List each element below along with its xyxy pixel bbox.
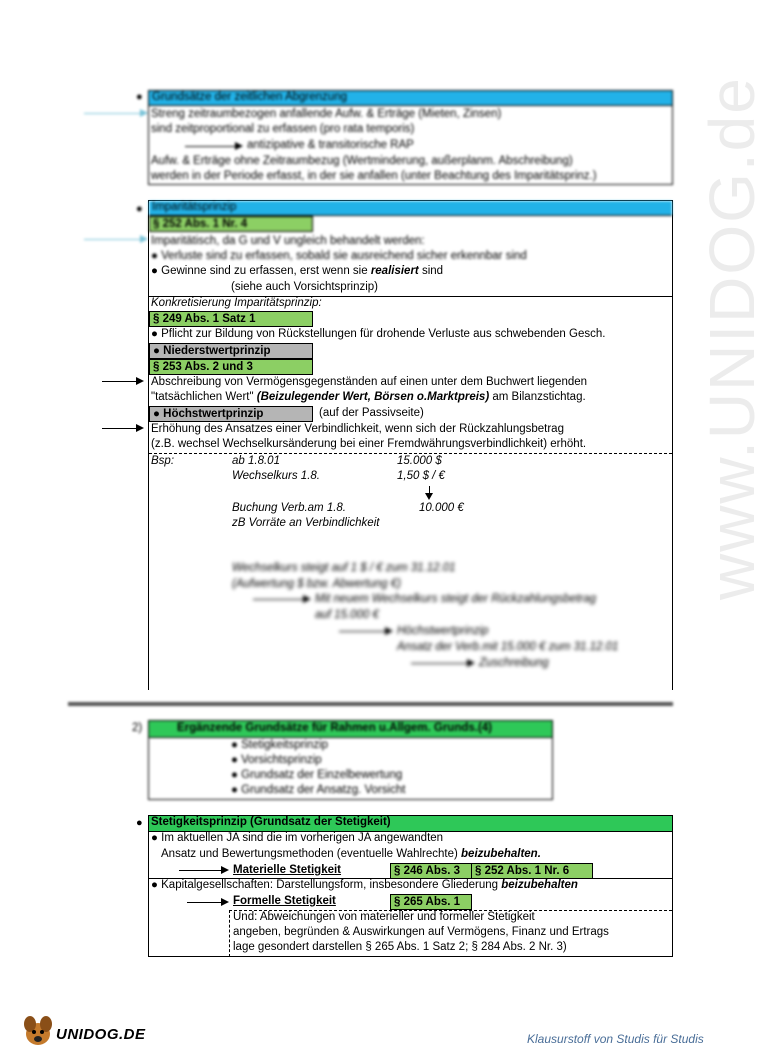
arrow-icon (179, 870, 227, 871)
paragraph-ref: § 252 Abs. 1 Nr. 4 (149, 216, 313, 232)
divider (229, 910, 230, 957)
text-line: antizipative & transitorische RAP (247, 139, 414, 151)
text-line: zB Vorräte an Verbindlichkeit (232, 517, 380, 529)
footer-tagline: Klausurstoff von Studis für Studis (527, 1032, 704, 1046)
list-item: ● Stetigkeitsprinzip (231, 739, 329, 751)
bullet: ● (136, 817, 143, 829)
paragraph-ref: § 253 Abs. 2 und 3 (149, 359, 313, 375)
dog-logo-icon (18, 1010, 58, 1050)
section-title: Imparitätsprinzip (152, 201, 237, 213)
list-item: ● Grundsatz der Einzelbewertung (231, 769, 403, 781)
section-separator (68, 702, 673, 706)
text-line: (Aufwertung $ bzw. Abwertung €) (232, 578, 401, 590)
text-line: (siehe auch Vorsichtsprinzip) (231, 281, 379, 293)
text-line: ● Kapitalgesellschaften: Darstellungsform, insbesondere Gliederung beizubehalten (151, 879, 578, 891)
section-title-bar (149, 201, 672, 216)
text-line: werden in der Periode erfasst, in der sie anfallen (unter Beachtung des Imparitätsprinz.) (151, 170, 597, 182)
paragraph-ref: § 249 Abs. 1 Satz 1 (149, 311, 313, 327)
section-title: Stetigkeitsprinzip (Grundsatz der Stetigkeit) (151, 816, 391, 828)
margin-arrow-icon (102, 381, 142, 382)
text-line: "tatsächlichen Wert" (Beizulegender Wert, Börsen o.Marktpreis) am Bilanzstichtag. (151, 391, 586, 403)
text-line: Und: Abweichungen von materieller und formeller Stetigkeit (233, 911, 535, 923)
text-line: sind zeitproportional zu erfassen (pro rata temporis) (151, 123, 415, 135)
arrow-icon (253, 599, 309, 600)
text-line: Wechselkurs 1.8. (232, 470, 320, 482)
text-line: Höchstwertprinzip (397, 625, 489, 637)
principle-label: ● Höchstwertprinzip (149, 406, 313, 422)
arrow-icon (185, 146, 241, 147)
bullet: ● (136, 91, 143, 103)
section-title: Grundsätze der zeitlichen Abgrenzung (152, 91, 347, 103)
arrow-icon (339, 631, 391, 632)
text-line: (auf der Passivseite) (319, 407, 424, 419)
paragraph-ref: § 252 Abs. 1 Nr. 6 (471, 863, 593, 879)
arrow-icon (84, 239, 146, 240)
example-label: Bsp: (151, 455, 175, 467)
box (148, 90, 673, 185)
text-line: Wechselkurs steigt auf 1 $ / € zum 31.12.01 (232, 562, 456, 574)
arrow-icon (84, 113, 146, 114)
text-line: 15.000 $ (397, 455, 442, 467)
margin-arrow-icon (102, 428, 142, 429)
text-line: Konkretisierung Imparitätsprinzip: (151, 297, 322, 309)
text-line: Buchung Verb.am 1.8. (232, 502, 347, 514)
text-line: angeben, begründen & Auswirkungen auf Vermögens, Finanz und Ertrags (233, 926, 609, 938)
text-line: Ansatz und Bewertungsmethoden (eventuelle Wahlrechte) beizubehalten. (161, 848, 541, 860)
text-line: lage gesondert darstellen § 265 Abs. 1 Satz 2; § 284 Abs. 2 Nr. 3) (233, 941, 567, 953)
text-line: ● Im aktuellen JA sind die im vorherigen JA angewandten (151, 832, 444, 844)
text-line: 1,50 $ / € (397, 470, 445, 482)
section-title-bar (149, 91, 672, 106)
bullet: ● (136, 203, 143, 215)
text-line: Ansatz der Verb.mit 15.000 € zum 31.12.01 (397, 641, 619, 653)
arrow-icon (187, 902, 227, 903)
text-line: Mit neuem Wechselkurs steigt der Rückzahlungsbetrag (315, 593, 597, 605)
text-line: auf 15.000 € (315, 609, 379, 621)
text-line: 10.000 € (419, 502, 464, 514)
text-line: ● Gewinne sind zu erfassen, erst wenn sie realisiert sind (151, 265, 444, 277)
text-line: Abschreibung von Vermögensgegenständen auf einen unter dem Buchwert liegenden (151, 376, 588, 388)
arrow-icon (411, 663, 473, 664)
logo-text: UNIDOG.DE (56, 1026, 146, 1043)
paragraph-ref: § 246 Abs. 3 (390, 863, 472, 879)
section-imparitaetsprinzip (148, 200, 673, 690)
list-item: ● Grundsatz der Ansatzg. Vorsicht (231, 784, 406, 796)
text-line: Zuschreibung (479, 657, 549, 669)
watermark: www.UNIDOG.de (696, 76, 768, 600)
section-stetigkeitsprinzip (148, 815, 673, 957)
text-line: Erhöhung des Ansatzes einer Verbindlichkeit, wenn sich der Rückzahlungsbetrag (151, 423, 564, 435)
text-line: ab 1.8.01 (232, 455, 280, 467)
section-number: 2) (132, 722, 143, 734)
arrow-down-icon-head (425, 493, 433, 500)
paragraph-ref: § 265 Abs. 1 (390, 894, 472, 910)
text-line: Formelle Stetigkeit (233, 895, 336, 907)
list-item: ● Vorsichtsprinzip (231, 754, 322, 766)
text-line: Materielle Stetigkeit (233, 864, 342, 876)
text-line: ● Pflicht zur Bildung von Rückstellungen für drohende Verluste aus schwebenden Gesch. (151, 328, 606, 340)
text-line: ● Verluste sind zu erfassen, sobald sie ausreichend sicher erkennbar sind (151, 250, 527, 262)
principle-label: ● Niederstwertprinzip (149, 343, 313, 359)
text-line: Aufw. & Erträge ohne Zeitraumbezug (Wertminderung, außerplanm. Abschreibung) (151, 155, 573, 167)
text-line: Imparitätisch, da G und V ungleich behandelt werden: (151, 235, 425, 247)
section-title: Ergänzende Grundsätze für Rahmen u.Allgem. Grunds.(4) (177, 722, 493, 734)
text-line: Streng zeitraumbezogen anfallende Aufw. & Erträge (Mieten, Zinsen) (151, 108, 502, 120)
text-line: (z.B. wechsel Wechselkursänderung bei einer Fremdwährungsverbindlichkeit) erhöht. (151, 438, 587, 450)
